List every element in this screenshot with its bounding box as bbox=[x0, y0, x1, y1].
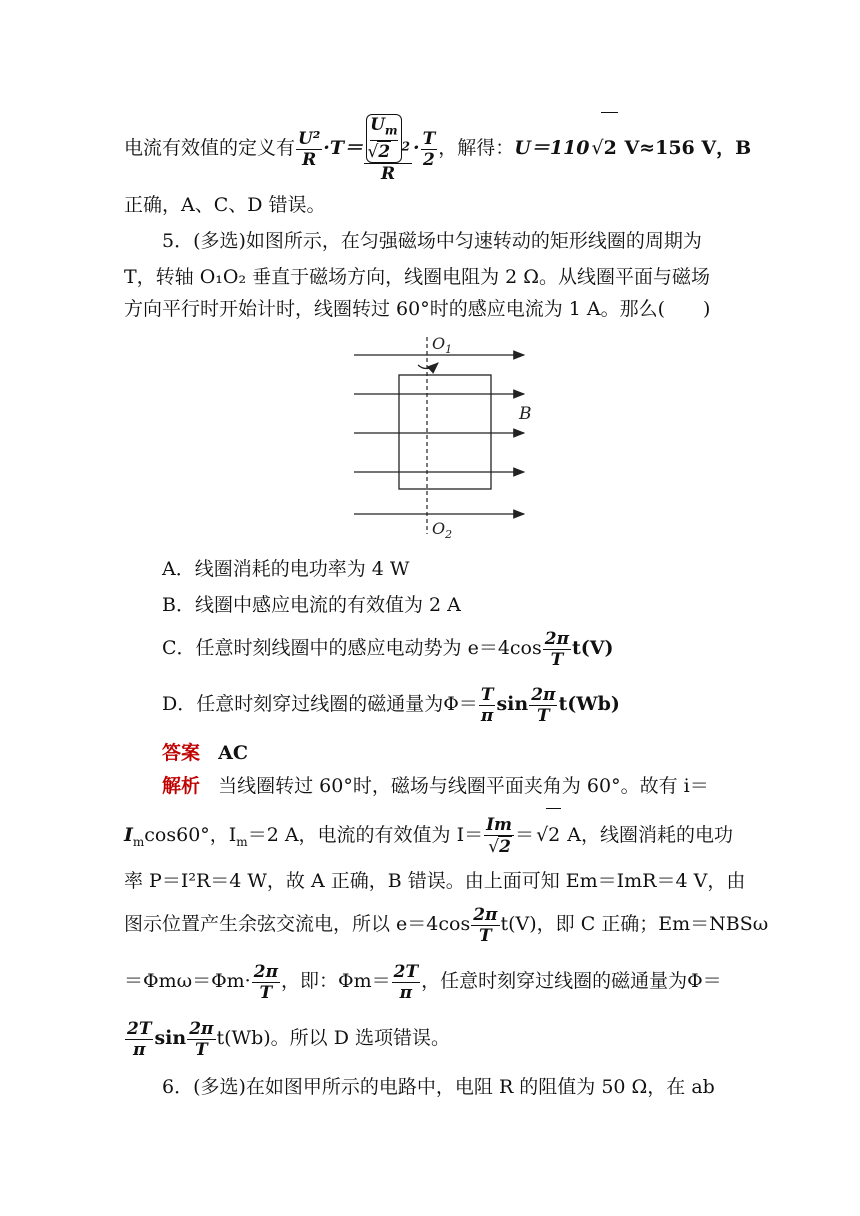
q5-line1: 5．(多选)如图所示，在匀强磁场中匀速转动的矩形线圈的周期为 bbox=[162, 230, 702, 252]
option-b: B．线圈中感应电流的有效值为 2 A bbox=[162, 594, 461, 616]
analysis-line5: ＝Φmω＝Φm· $\frac{2\pi}{T}$ ，即：Φm＝ $\frac{2T}{\pi}$ ，任意时刻穿过线圈的磁通量为Φ＝ bbox=[124, 961, 722, 1003]
analysis-line1: 解析 当线圈转过 60°时，磁场与线圈平面夹角为 60°。故有 i＝ bbox=[162, 775, 709, 797]
analysis-line3: 率 P＝I²R＝4 W，故 A 正确，B 错误。由上面可知 Em＝ImR＝4 V，由 bbox=[124, 870, 746, 892]
svg-text:O2: $O_2$ bbox=[432, 519, 453, 541]
analysis-line4: 图示位置产生余弦交流电，所以 e＝4cos $\frac{2\pi}{T}$ t(V)，即 C 正确；Em＝NBSω bbox=[124, 904, 769, 946]
coil-diagram bbox=[352, 329, 542, 545]
svg-text:B: B bbox=[519, 404, 532, 424]
line2: 正确，A、C、D 错误。 bbox=[124, 194, 326, 216]
q5-line3: 方向平行时开始计时，线圈转过 60°时的感应电流为 1 A。那么( ) bbox=[124, 298, 711, 320]
formula-line: 电流有效值的定义有 $\frac{\text{U²}}{R}$ ·T＝ $U_m$ √ 2 $^2$ R · $\frac{T}{2}$ ，解得：U＝110√ 2 V≈156 V，B bbox=[124, 112, 751, 182]
answer-line bbox=[162, 741, 248, 765]
option-c: C．任意时刻线圈中的感应电动势为 e＝4cos $\frac{2\pi}{T}$ t(V) bbox=[162, 628, 614, 670]
answer-value: AC bbox=[218, 742, 249, 764]
option-a: A．线圈消耗的电功率为 4 W bbox=[162, 558, 410, 580]
dot-t: ·T＝ bbox=[323, 137, 364, 159]
svg-text:O1: $O_1$ bbox=[432, 334, 453, 356]
analysis-line6: $\frac{2T}{\pi}$ sin $\frac{2\pi}{T}$ t(Wb)。所以 D 选项错误。 bbox=[127, 1018, 450, 1060]
option-d: D．任意时刻穿过线圈的磁通量为Φ＝ $\frac{T}{\pi}$ sin $\frac{2\pi}{T}$ t(Wb) bbox=[162, 684, 620, 726]
fraction-t-2: $\frac{T}{2}$ bbox=[422, 128, 436, 170]
answer-label: 答案 bbox=[162, 742, 201, 764]
solved-text: ，解得： bbox=[438, 137, 515, 159]
analysis-line2: $I_m\cos 60^\circ$，$I_m=2$ A，电流的有效值为 I＝ Im √ 2 ＝√ 2 A，线圈消耗的电功 bbox=[124, 808, 733, 860]
fraction-u2-r: $\frac{\text{U²}}{R}$ bbox=[298, 128, 321, 170]
result-sqrt: √ 2 bbox=[601, 112, 617, 183]
q5-line2: T，转轴 O₁O₂ 垂直于磁场方向，线圈电阻为 2 Ω。从线圈平面与磁场 bbox=[124, 266, 711, 288]
q6-line: 6．(多选)在如图甲所示的电路中，电阻 R 的阻值为 50 Ω，在 ab bbox=[162, 1076, 715, 1098]
result-tail: V≈156 V，B bbox=[617, 137, 752, 159]
fraction-um-sqrt2: $U_m$ √ 2 $^2$ R bbox=[364, 114, 412, 184]
analysis-label: 解析 bbox=[162, 775, 201, 797]
result-text: U＝110 bbox=[514, 137, 590, 159]
formula-prefix: 电流有效值的定义有 bbox=[124, 137, 296, 159]
